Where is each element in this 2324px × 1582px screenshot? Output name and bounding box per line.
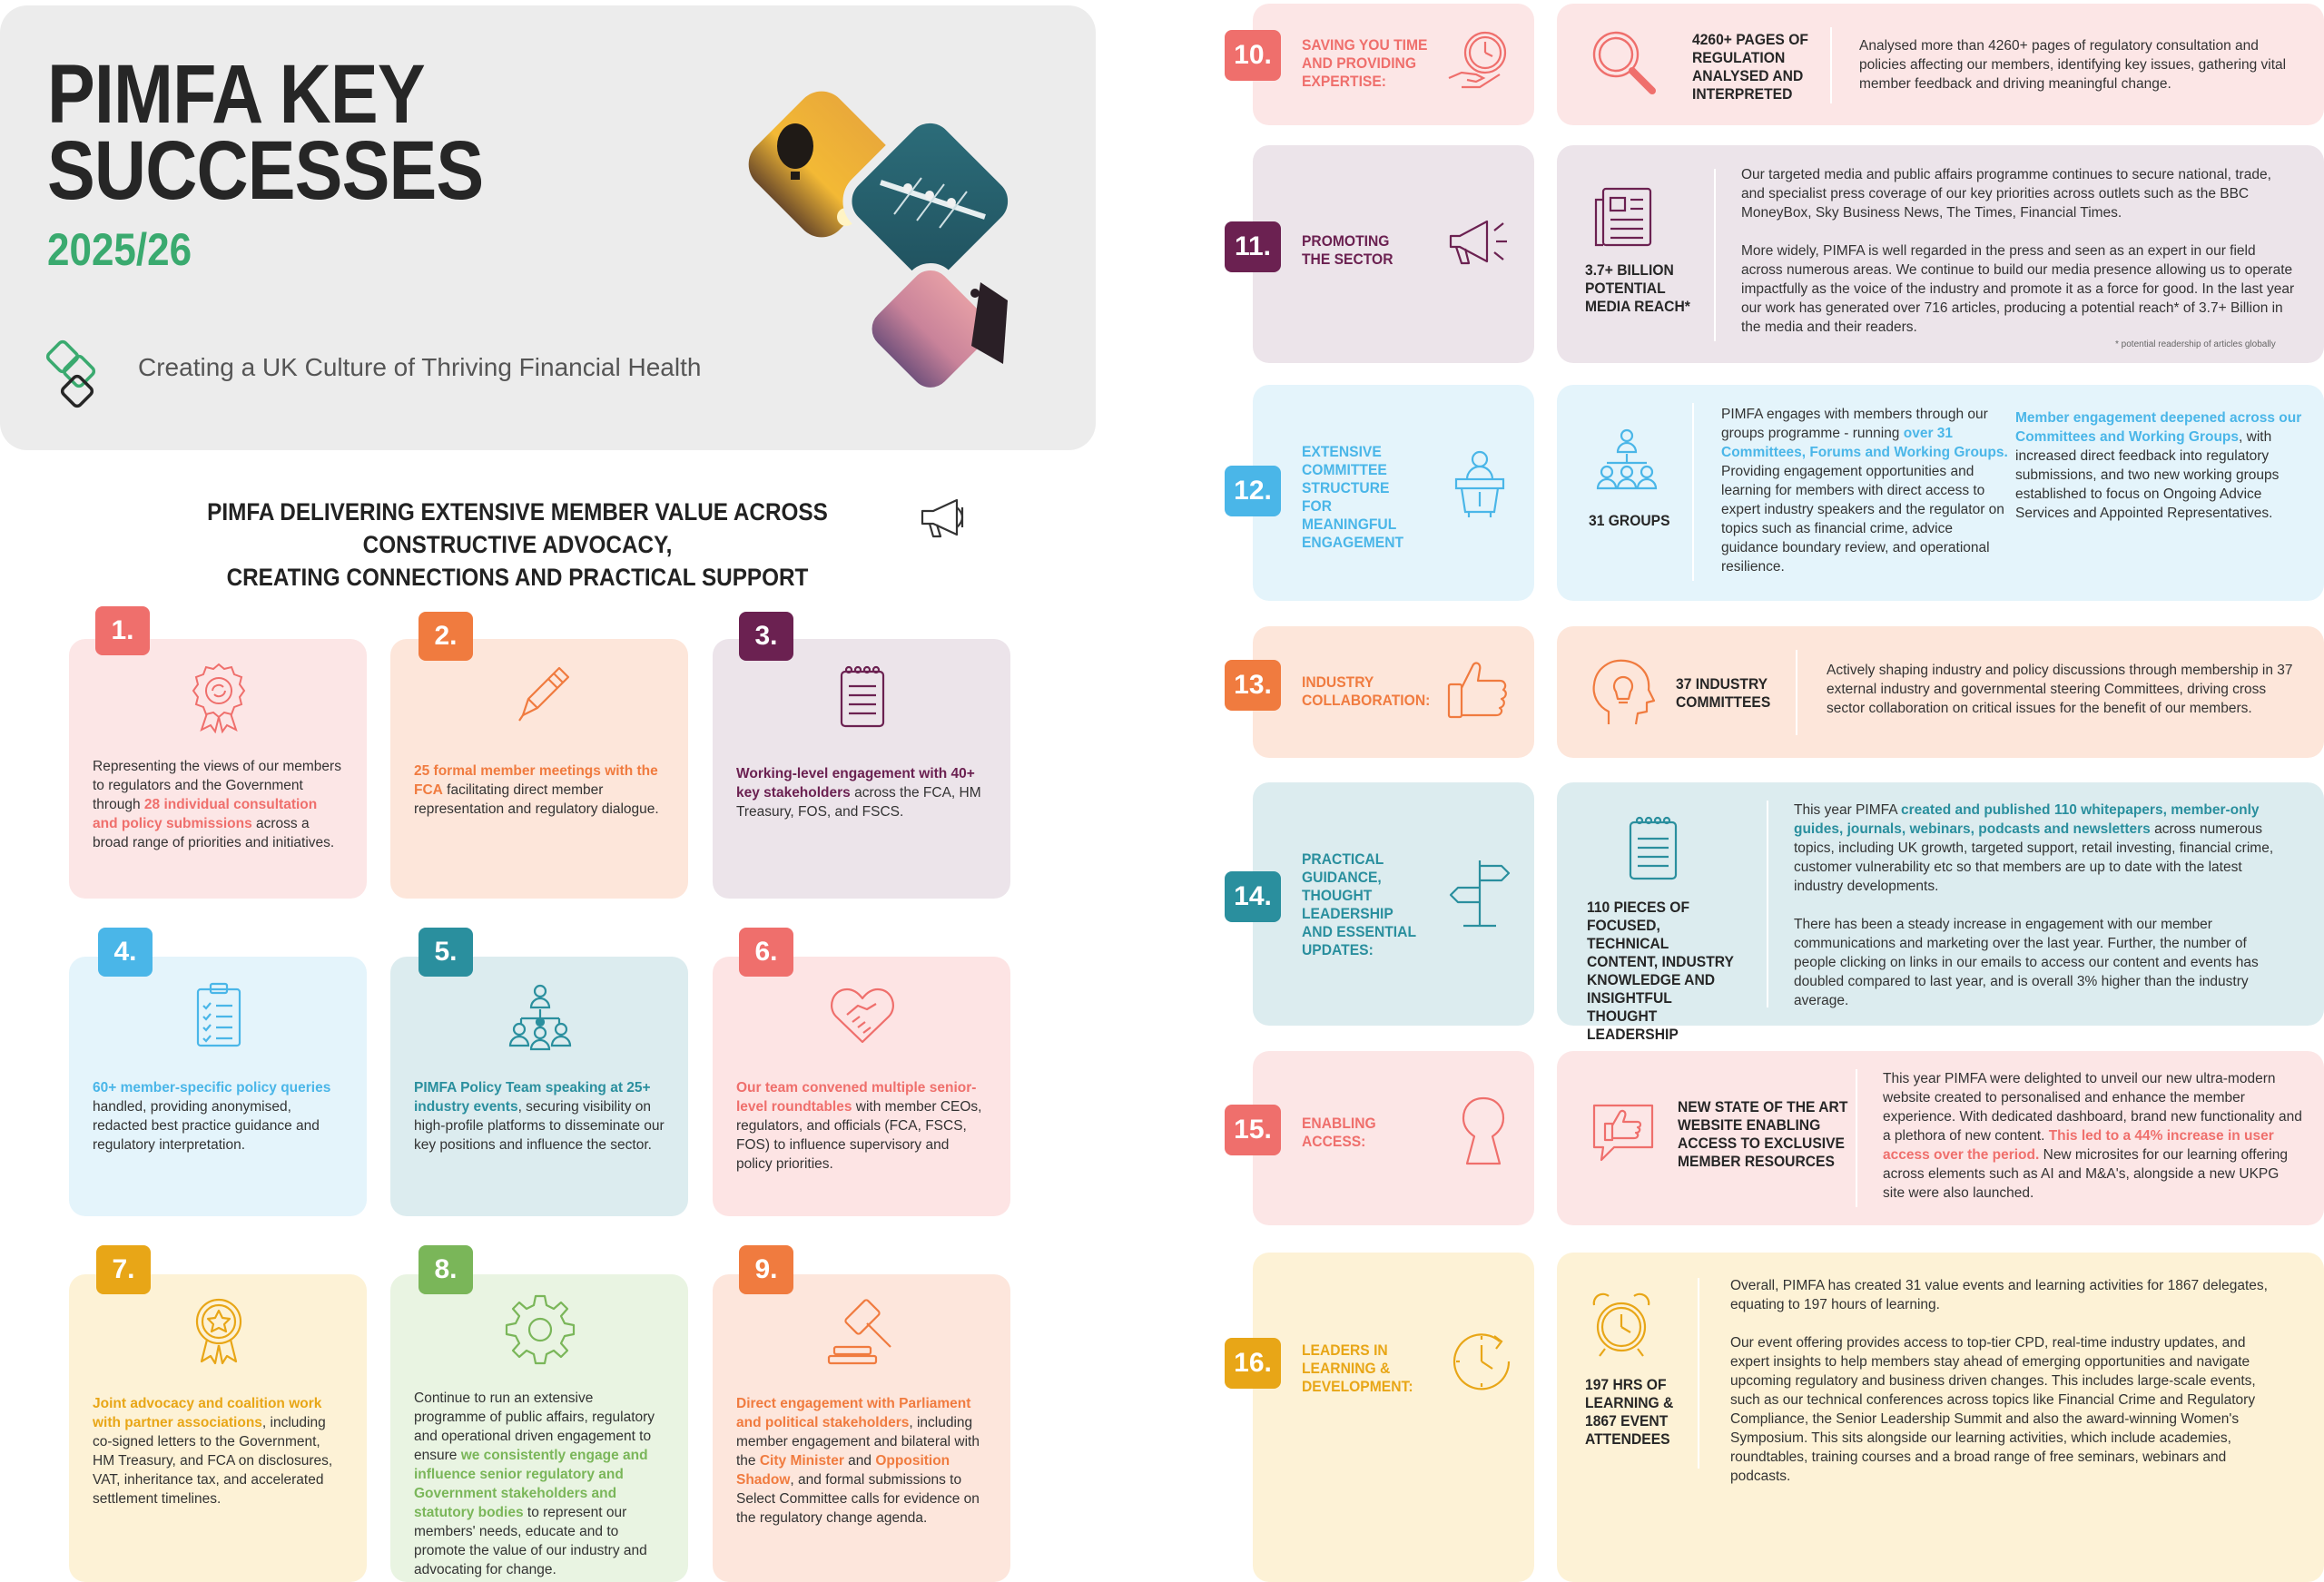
card-3 — [713, 639, 1010, 899]
card-6-text — [736, 1078, 987, 1174]
gavel-icon — [825, 1294, 900, 1369]
row-15-stat: NEW STATE OF THE ART WEBSITE ENABLING ACCESS TO EXCLUSIVE MEMBER RESOURCES — [1678, 1098, 1848, 1170]
newspaper-icon — [1590, 182, 1663, 254]
card-8-body-end: to represent our members' needs, educate and to promote the value of our industry and advocating for change. — [414, 1505, 647, 1577]
row-10-divider — [1830, 27, 1832, 103]
row-13-title: INDUSTRY COLLABORATION: — [1302, 673, 1431, 709]
row-15-description — [1883, 1069, 2304, 1203]
card-2-body: facilitating direct member representation and regulatory dialogue. — [414, 782, 659, 817]
card-3-text — [736, 764, 987, 821]
row-12-number-badge: 12. — [1225, 466, 1281, 516]
row-12-divider — [1692, 403, 1694, 581]
row-12-highlight-a: over 31 Committees, Forums and Working Groups. — [1721, 426, 2008, 460]
clock-arrow-icon — [1445, 1325, 1518, 1398]
row-16-label-panel — [1253, 1253, 1534, 1582]
card-7-text — [93, 1394, 343, 1508]
hero-photo-collage — [735, 55, 1044, 400]
card-7-body: , including co-signed letters to the Government, HM Treasury, and FCA on disclosures, VAT, inheritance tax, and accelerated settlement timelines. — [93, 1415, 333, 1507]
row-12-text-a-end: Providing engagement opportunities and learning for members with direct access to expert industry speakers and the regulator on topics such as financial crime, advice guidance boundary review, and operational resilience. — [1721, 464, 2004, 575]
card-3-highlight: Working-level engagement with 40+ key stakeholders — [736, 766, 975, 801]
row-14-text-p1-end: across numerous topics, including UK growth, targeted support, retail investing, financial crime, customer vulnerability etc so that members are up to date with the latest industry developments. — [1794, 821, 2274, 894]
row-14-text-p2: There has been a steady increase in engagement with our member communications and marketing over the last year. Further, the number of people clicking on links in our emails to access our content and events has doubled compared to last year, and is overall 3% higher than the industry average. — [1794, 917, 2259, 1008]
card-2 — [390, 639, 688, 899]
row-16-title: LEADERS IN LEARNING & DEVELOPMENT: — [1302, 1341, 1413, 1395]
card-2-highlight: 25 formal member meetings with the FCA — [414, 763, 658, 798]
notepad-icon — [1618, 811, 1690, 884]
card-9-text — [736, 1394, 987, 1528]
card-8-text — [414, 1389, 665, 1579]
card-6-number-badge: 6. — [739, 928, 793, 977]
chat-thumbs-up-icon — [1587, 1096, 1659, 1169]
row-14-number-badge: 14. — [1225, 871, 1281, 922]
card-6-highlight: Our team convened multiple senior-level roundtables — [736, 1080, 977, 1115]
row-16-text-p2: Our event offering provides access to top-tier CPD, real-time industry updates, and expert insights to help members stay ahead of emerging opportunities and navigate upcoming regulatory and business driven changes. This includes large-scale events, such as our technical conferences across topics like Financial Crime and Regulatory Compliance, the Senior Leadership Summit and also the award-winning Women's Symposium. This sits alongside our learning activities, which include academies, roundtables, training courses and a broad range of free seminars, webinars and podcasts. — [1730, 1335, 2256, 1484]
handshake-heart-icon — [825, 977, 900, 1051]
card-2-text — [414, 762, 665, 819]
alarm-clock-icon — [1585, 1287, 1658, 1360]
team-network-icon — [503, 978, 577, 1053]
head-lightbulb-icon — [1587, 655, 1659, 728]
row-13-description: Actively shaping industry and policy discussions through membership in 37 external industry and governmental steering Committees, driving cross sector collaboration on critical issues for the benefit of our members. — [1827, 663, 2293, 716]
card-8-number-badge: 8. — [419, 1245, 473, 1294]
row-11-description-p2: More widely, PIMFA is well regarded in the press and seen as an expert in our field across numerous areas. We continue to build our media presence allowing us to operate impactfully as the voice of the industry and promote it as a force for good. In the last year our work has generated over 716 articles, producing a potential reach* of 3.7+ Billion in the media and their readers. — [1741, 243, 2295, 335]
row-14-text-p1: This year PIMFA — [1794, 802, 1902, 818]
card-9-body-a: , including member engagement and bilateral with the — [736, 1415, 980, 1469]
row-16-number-badge: 16. — [1225, 1338, 1281, 1389]
notepad-icon — [825, 659, 900, 733]
row-15-highlight: This led to a 44% increase in user access over the period. — [1883, 1128, 2274, 1163]
card-1-body-end: across a broad range of priorities and initiatives. — [93, 816, 335, 850]
card-9-body-b: and — [843, 1453, 876, 1469]
card-9-body-c: , and formal submissions to Select Committee calls for evidence on the regulatory change agenda. — [736, 1472, 980, 1526]
row-12-title: EXTENSIVE COMMITTEE STRUCTURE FOR MEANINGFUL ENGAGEMENT — [1302, 443, 1404, 551]
row-13-divider — [1796, 650, 1797, 735]
row-12-highlight-b: Member engagement deepened across our Committees and Working Groups — [2015, 410, 2302, 445]
group-structure-icon — [1590, 427, 1663, 499]
card-9 — [713, 1274, 1010, 1582]
row-16-text-p1: Overall, PIMFA has created 31 value events and learning activities for 1867 delegates, equating to 197 hours of learning. — [1730, 1278, 2268, 1312]
section-header — [142, 496, 893, 594]
row-16-stat: 197 HRS OF LEARNING & 1867 EVENT ATTENDEES — [1585, 1376, 1674, 1448]
row-11-number-badge: 11. — [1225, 221, 1281, 272]
card-9-highlight-c: Opposition Shadow — [736, 1453, 950, 1488]
row-13-stat: 37 INDUSTRY COMMITTEES — [1676, 675, 1771, 711]
card-4-number-badge: 4. — [98, 928, 153, 977]
row-11-stat: 3.7+ BILLION POTENTIAL MEDIA REACH* — [1585, 261, 1690, 315]
row-10-stat: 4260+ PAGES OF REGULATION ANALYSED AND INTERPRETED — [1692, 31, 1808, 103]
row-14-stat: 110 PIECES OF FOCUSED, TECHNICAL CONTENT, INDUSTRY KNOWLEDGE AND INSIGHTFUL THOUGHT LEADERSHIP — [1587, 899, 1734, 1043]
card-9-highlight-b: City Minister — [759, 1453, 844, 1469]
card-4-highlight: 60+ member-specific policy queries — [93, 1080, 331, 1096]
card-4-body: handled, providing anonymised, redacted best practice guidance and regulatory interpretation. — [93, 1099, 320, 1153]
card-1 — [69, 639, 367, 899]
pimfa-logo-icon — [45, 339, 109, 410]
card-9-number-badge: 9. — [739, 1245, 793, 1294]
section-header-line2: CREATING CONNECTIONS AND PRACTICAL SUPPORT — [226, 564, 809, 591]
row-16-divider — [1698, 1278, 1699, 1469]
row-11-title: PROMOTING THE SECTOR — [1302, 232, 1393, 268]
section-header-line1: PIMFA DELIVERING EXTENSIVE MEMBER VALUE ACROSS CONSTRUCTIVE ADVOCACY, — [207, 498, 828, 558]
card-8 — [390, 1274, 688, 1582]
card-4-text — [93, 1078, 343, 1155]
card-7-highlight: Joint advocacy and coalition work with partner associations — [93, 1396, 322, 1430]
card-3-body: across the FCA, HM Treasury, FOS, and FSCS. — [736, 785, 981, 820]
card-2-number-badge: 2. — [419, 612, 473, 661]
megaphone-icon — [917, 495, 973, 542]
card-9-highlight: Direct engagement with Parliament and political stakeholders — [736, 1396, 971, 1430]
card-5-text — [414, 1078, 665, 1155]
row-11-divider — [1714, 169, 1716, 341]
row-14-divider — [1767, 801, 1768, 1007]
tagline: Creating a UK Culture of Thriving Financial Health — [138, 353, 702, 381]
pen-icon — [503, 659, 577, 733]
card-3-number-badge: 3. — [739, 612, 793, 661]
card-5-number-badge: 5. — [419, 928, 473, 977]
card-4 — [69, 957, 367, 1216]
card-7 — [69, 1274, 367, 1582]
thumbs-up-icon — [1443, 653, 1516, 726]
year-label: 2025/26 — [47, 224, 192, 275]
card-5-body: , securing visibility on high-profile platforms to disseminate our key positions and influence the sector. — [414, 1099, 665, 1153]
card-6 — [713, 957, 1010, 1216]
row-16-description — [1730, 1276, 2284, 1486]
card-1-text — [93, 757, 343, 852]
row-13-number-badge: 13. — [1225, 660, 1281, 711]
row-15-number-badge: 15. — [1225, 1105, 1281, 1155]
row-11-footnote: * potential readership of articles globally — [2115, 339, 2276, 349]
row-10-number-badge: 10. — [1225, 30, 1281, 81]
card-5-highlight: PIMFA Policy Team speaking at 25+ industry events — [414, 1080, 651, 1115]
row-14-description — [1794, 801, 2284, 1010]
star-medal-icon — [182, 1292, 256, 1367]
card-8-highlight: we consistently engage and influence senior regulatory and Government stakeholders and statutory bodies — [414, 1448, 648, 1520]
clipboard-checklist-icon — [182, 978, 256, 1053]
row-10-description: Analysed more than 4260+ pages of regulatory consultation and policies affecting our members, identifying key issues, gathering vital member feedback and driving meaningful change. — [1859, 38, 2287, 92]
card-1-body: Representing the views of our members to regulators and the Government through — [93, 759, 341, 812]
row-12-text-a: PIMFA engages with members through our groups programme - running — [1721, 407, 1988, 441]
clock-hand-icon — [1443, 25, 1516, 98]
row-15-divider — [1856, 1069, 1857, 1207]
card-1-number-badge: 1. — [95, 606, 150, 655]
gear-icon — [503, 1292, 577, 1367]
row-14-highlight: created and published 110 whitepapers, member-only guides, journals, webinars, podcasts and newsletters — [1794, 802, 2260, 837]
row-12-description-b — [2015, 408, 2306, 523]
card-8-body: Continue to run an extensive programme of public affairs, regulatory and operational driven engagement to ensure — [414, 1390, 655, 1463]
row-11-description-p1: Our targeted media and public affairs programme continues to secure national, trade, and specialist press coverage of our key priorities across outlets such as the BBC MoneyBox, Sky Business News, The Times, Financial Times. — [1741, 167, 2271, 221]
keyhole-icon — [1447, 1095, 1520, 1167]
row-10-title: SAVING YOU TIME AND PROVIDING EXPERTISE: — [1302, 36, 1428, 90]
row-15-text-end: New microsites for our learning offering across elements such as AI and M&A's, alongside a new UKPG site were also launched. — [1883, 1147, 2288, 1201]
card-7-number-badge: 7. — [96, 1245, 151, 1294]
award-rosette-icon — [182, 659, 256, 733]
row-11-description — [1741, 165, 2295, 337]
row-15-text: This year PIMFA were delighted to unveil our new ultra-modern website created to personalised and enhance the member experience. With dedicated dashboard, brand new functionality and a plethora of new content. — [1883, 1071, 2302, 1144]
row-12-stat: 31 GROUPS — [1589, 512, 1670, 529]
row-12-description-a — [1721, 405, 2010, 576]
row-14-title: PRACTICAL GUIDANCE, THOUGHT LEADERSHIP AND ESSENTIAL UPDATES: — [1302, 850, 1416, 958]
megaphone-icon — [1445, 207, 1518, 280]
signpost-icon — [1443, 857, 1516, 929]
row-15-title: ENABLING ACCESS: — [1302, 1115, 1376, 1150]
page-title: PIMFA KEY SUCCESSES — [47, 48, 484, 217]
card-6-body: with member CEOs, regulators, and officials (FCA, FSCS, FOS) to influence supervisory and policy priorities. — [736, 1099, 982, 1172]
magnifier-icon — [1587, 25, 1659, 98]
speaker-podium-icon — [1443, 447, 1516, 519]
hero-panel — [0, 5, 1096, 450]
row-12-text-b: , with increased direct feedback into regulatory submissions, and two new working groups established to focus on Ongoing Advice Services and Appointed Representatives. — [2015, 429, 2280, 521]
card-1-highlight: 28 individual consultation and policy submissions — [93, 797, 318, 831]
card-5 — [390, 957, 688, 1216]
